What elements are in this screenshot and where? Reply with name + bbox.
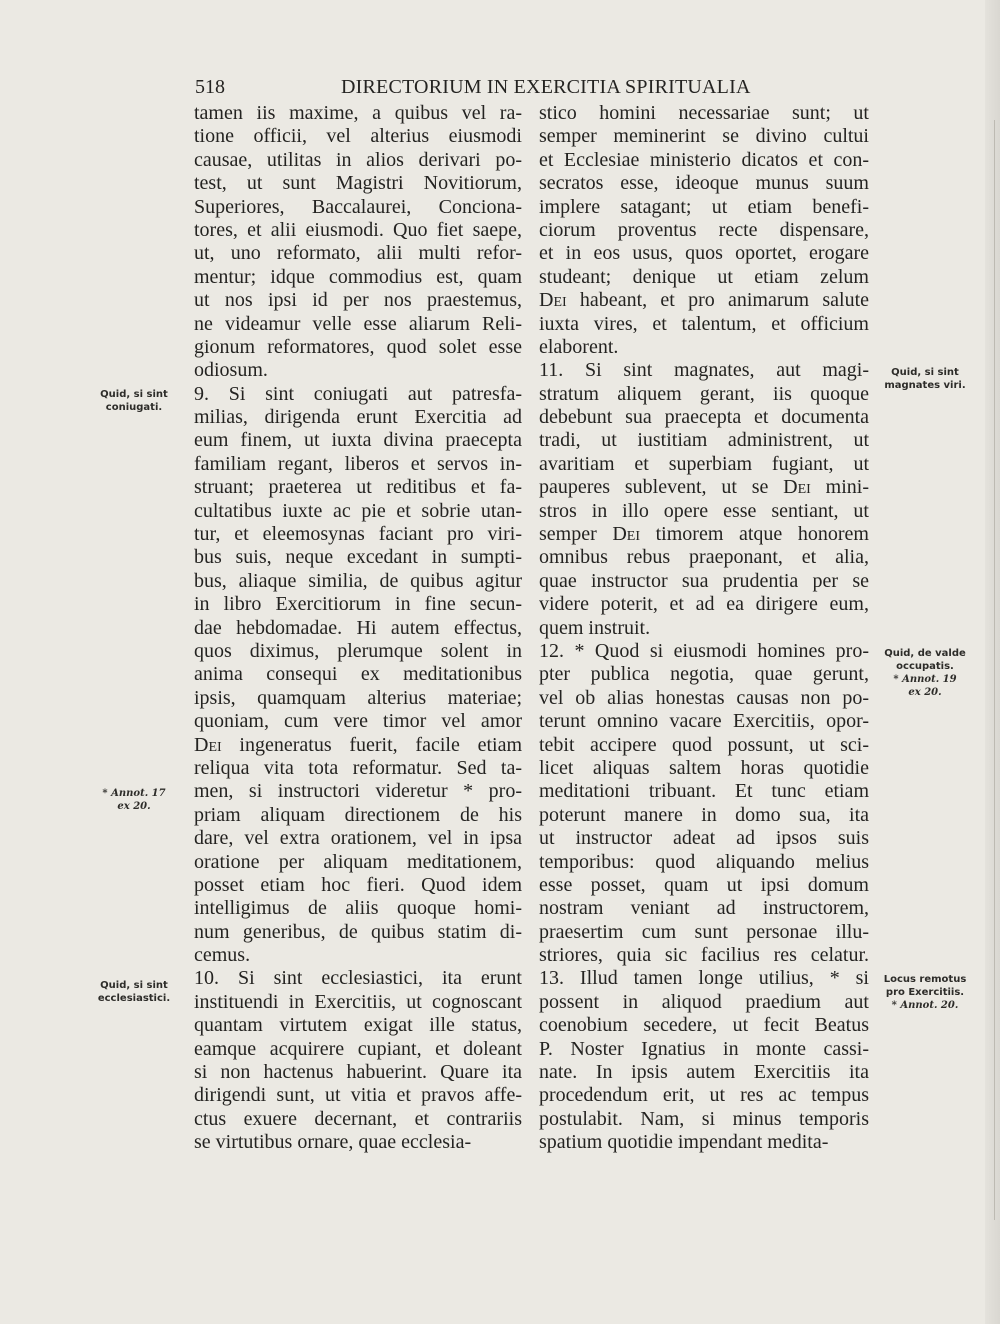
margin-note-line: * Annot. 19 <box>893 674 957 685</box>
text-line: intelligimus de aliis quoque homi- <box>194 897 522 920</box>
text-line: Dei ingeneratus fuerit, facile etiam <box>194 733 522 756</box>
text-line: semper meminerint se divino cultui <box>539 125 869 148</box>
text-line: stico homini necessariae sunt; ut <box>539 102 869 124</box>
text-line: 13. Illud tamen longe utilius, * si <box>539 967 869 990</box>
text-line: quos diximus, plerumque solent in <box>194 639 522 662</box>
text-line: men, si instructori videretur * pro- <box>194 780 522 803</box>
text-line: 11. Si sint magnates, aut magi- <box>539 359 869 382</box>
text-line: coenobium secedere, ut fecit Beatus <box>539 1014 869 1037</box>
text-line: in libro Exercitiorum in fine secun- <box>194 593 522 616</box>
text-line: nostram veniant ad instructorem, <box>539 897 869 920</box>
text-line: eum finem, ut iuxta divina praecepta <box>194 429 522 452</box>
text-line: esse posset, quam ut ipsi domum <box>539 873 869 896</box>
text-line: 9. Si sint coniugati aut patresfa- <box>194 382 522 405</box>
text-line: terunt omnino vacare Exercitiis, opor- <box>539 710 869 733</box>
text-line: se virtutibus ornare, quae ecclesia- <box>194 1131 472 1154</box>
text-line: priam aliquam directionem de his <box>194 803 522 826</box>
text-line: struant; praeterea ut reditibus et fa- <box>194 476 522 499</box>
margin-note-line: * Annot. 17 <box>102 788 166 799</box>
text-line: Dei habeant, et pro animarum salute <box>539 289 869 312</box>
text-line: bus suis, neque excedant in sumpti- <box>194 546 522 569</box>
text-line: nate. In ipsis autem Exercitiis ita <box>539 1061 869 1084</box>
text-line: implere satagant; ut etiam benefi- <box>539 195 869 218</box>
left-text-column <box>194 102 522 1155</box>
small-caps-word: Dei <box>612 523 641 546</box>
text-line: bus, aliaque similia, de quibus agitur <box>194 569 522 592</box>
margin-note-line: ex 20. <box>117 801 151 812</box>
text-line: quae instructor sua prudentia per se <box>539 569 869 592</box>
text-line: familiam regant, liberos et servos in- <box>194 452 522 475</box>
text-line: eamque acquirere cupiant, et doleant <box>194 1037 522 1060</box>
text-line: avaritiam et superbiam fugiant, ut <box>539 452 869 475</box>
text-line: ipsis, quamquam alterius materiae; <box>194 686 522 709</box>
text-line: Superiores, Baccalaurei, Conciona- <box>194 195 522 218</box>
text-line: tione officii, vel alterius eiusmodi <box>194 125 522 148</box>
text-line: licet aliquas saltem horas quotidie <box>539 756 869 779</box>
text-line: dare, vel extra orationem, vel in ipsa <box>194 827 522 850</box>
running-header <box>195 72 867 102</box>
page-edge-shadow <box>985 0 1000 1324</box>
text-line: vel ob alias honestas causas non po- <box>539 686 869 709</box>
margin-note-line: Quid, de valde <box>884 648 966 659</box>
text-line: 12. * Quod si eiusmodi homines pro- <box>539 639 869 662</box>
text-line: ut nos ipsi id per nos praestemus, <box>194 289 522 312</box>
text-line: instituendi in Exercitiis, ut cognoscant <box>194 990 522 1013</box>
text-line: ut, uno reformato, alii multi refor- <box>194 242 522 265</box>
text-line: videre poterit, et ad ea dirigere eum, <box>539 593 869 616</box>
text-line: ut instructor adeat ad ipsos suis <box>539 827 869 850</box>
margin-note-line: ecclesiastici. <box>97 993 171 1004</box>
margin-note-annot-17 <box>92 787 176 813</box>
text-line: temporibus: quod aliquando melius <box>539 850 869 873</box>
text-line: dirigendi sunt, ut vitia et pravos affe- <box>194 1084 522 1107</box>
margin-note-line: Locus remotus <box>883 974 967 985</box>
text-line: tebit accipere quod possunt, ut sci- <box>539 733 869 756</box>
margin-note-line: Quid, si sint <box>891 367 959 378</box>
text-line: spatium quotidie impendant medita- <box>539 1131 829 1154</box>
running-title: DIRECTORIUM IN EXERCITIA SPIRITUALIA <box>341 76 751 98</box>
text-line: poterunt manere in domo sua, ita <box>539 803 869 826</box>
margin-note-locus-remotus <box>880 973 970 1012</box>
margin-note-line: Quid, si sint <box>100 980 168 991</box>
small-caps-word: Dei <box>783 476 811 499</box>
text-line: anima consequi ex meditationibus <box>194 663 522 686</box>
margin-note-line: magnates viri. <box>884 380 966 391</box>
text-line: elaborent. <box>539 335 619 358</box>
text-line: reliqua vita tota reformatur. Sed ta- <box>194 756 522 779</box>
text-line: quem instruit. <box>539 616 651 639</box>
text-line: ciorum proventus recte dispensare, <box>539 218 869 241</box>
small-caps-word: Dei <box>539 289 567 312</box>
text-line: tradi, ut iustitiam administrent, ut <box>539 429 869 452</box>
text-line: procedendum erit, ut res ac tempus <box>539 1084 869 1107</box>
text-line: odiosum. <box>194 359 268 382</box>
margin-note-magnates <box>880 366 970 392</box>
text-line: tores, et alii eiusmodi. Quo fiet saepe, <box>194 218 522 241</box>
text-line: milias, dirigenda erunt Exercitia ad <box>194 406 522 429</box>
text-line: praesertim cum sunt personae illu- <box>539 920 869 943</box>
text-line: iuxta vires, et talentum, et officium <box>539 312 869 335</box>
text-line: num generibus, de quibus statim di- <box>194 920 522 943</box>
margin-note-line: Quid, si sint <box>100 389 168 400</box>
margin-note-ecclesiastici <box>92 979 176 1005</box>
text-line: mentur; idque commodius est, quam <box>194 265 522 288</box>
text-line: 10. Si sint ecclesiastici, ita erunt <box>194 967 522 990</box>
margin-note-line: * Annot. 20. <box>891 1000 959 1011</box>
text-line: meditationi tribuant. Et tunc etiam <box>539 780 869 803</box>
margin-note-line: occupatis. <box>896 661 954 672</box>
text-line: quoniam, cum vere timor vel amor <box>194 710 522 733</box>
text-line: si non hactenus habuerint. Quare ita <box>194 1061 522 1084</box>
text-line: oratione per aliquam meditationem, <box>194 850 522 873</box>
margin-note-coniugati <box>92 388 176 414</box>
text-line: stros in illo opere esse sentiant, ut <box>539 499 869 522</box>
page-edge-line <box>994 120 995 1220</box>
text-line: stratum aliquem gerant, iis quoque <box>539 382 869 405</box>
text-line: et in eos usus, quos oportet, erogare <box>539 242 869 265</box>
text-line: ne videamur velle esse aliarum Reli- <box>194 312 522 335</box>
right-text-column <box>539 102 869 1155</box>
text-line: cultatibus iuxte ac pie et sobrie utan- <box>194 499 522 522</box>
text-line: striores, quia sic facilius res celatur. <box>539 944 869 967</box>
text-line: omnibus rebus praeponant, et alia, <box>539 546 869 569</box>
text-line: causae, utilitas in alios derivari po- <box>194 148 522 171</box>
margin-note-line: ex 20. <box>908 687 942 698</box>
text-line: gionum reformatores, quod solet esse <box>194 335 522 358</box>
margin-note-line: pro Exercitiis. <box>885 987 965 998</box>
margin-note-occupatis <box>880 647 970 699</box>
text-line: debebunt sua praecepta et documenta <box>539 406 869 429</box>
page-number: 518 <box>195 76 225 98</box>
text-line: et Ecclesiae ministerio dicatos et con- <box>539 148 869 171</box>
text-line: pauperes sublevent, ut se Dei mini- <box>539 476 869 499</box>
text-line: semper Dei timorem atque honorem <box>539 523 869 546</box>
text-line: cemus. <box>194 944 251 967</box>
text-line: pter publica negotia, quae gerunt, <box>539 663 869 686</box>
margin-note-line: coniugati. <box>105 402 163 413</box>
text-line: ctus exuere decernant, et contrariis <box>194 1107 522 1130</box>
text-line: postulabit. Nam, si minus temporis <box>539 1107 869 1130</box>
text-line: tamen iis maxime, a quibus vel ra- <box>194 102 522 124</box>
text-line: possent in aliquod praedium aut <box>539 990 869 1013</box>
text-line: P. Noster Ignatius in monte cassi- <box>539 1037 869 1060</box>
text-line: quantam virtutem exigat ille status, <box>194 1014 522 1037</box>
text-line: posset etiam hoc fieri. Quod idem <box>194 873 522 896</box>
text-line: studeant; denique ut etiam zelum <box>539 265 869 288</box>
text-line: test, ut sunt Magistri Novitiorum, <box>194 172 522 195</box>
text-line: dae hebdomadae. Hi autem effectus, <box>194 616 522 639</box>
text-line: secratos esse, ideoque munus suum <box>539 172 869 195</box>
text-line: tur, et eleemosynas faciant pro viri- <box>194 523 522 546</box>
small-caps-word: Dei <box>194 733 222 756</box>
